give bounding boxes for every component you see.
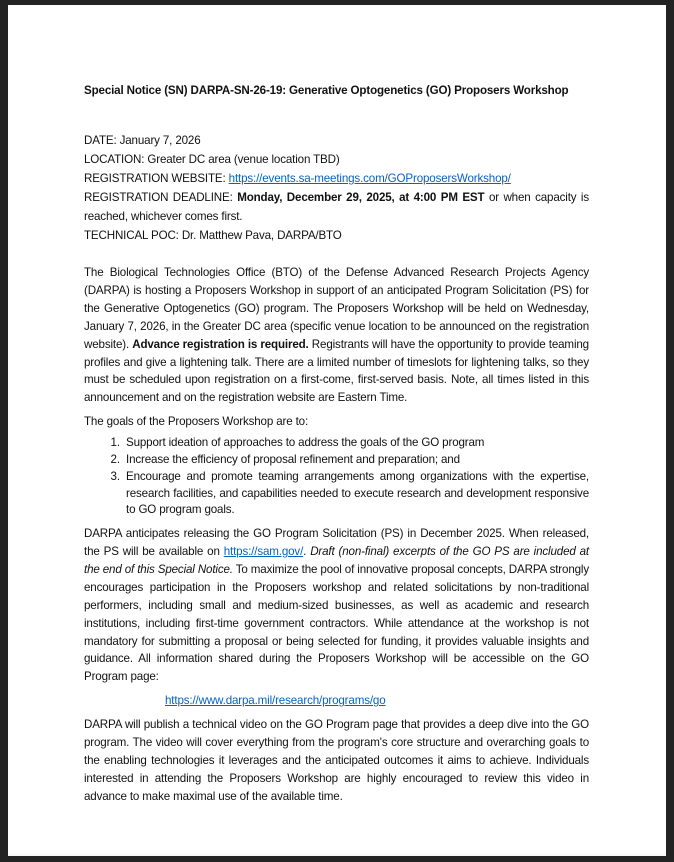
registration-website-label: REGISTRATION WEBSITE: [84, 172, 226, 185]
date-value: January 7, 2026 [119, 134, 201, 147]
technical-poc-label: TECHNICAL POC: [84, 229, 179, 242]
goal-item: 2. Increase the efficiency of proposal refinement and preparation; and [123, 452, 589, 469]
registration-website-line [84, 169, 589, 188]
document-title: Special Notice (SN) DARPA-SN-26-19: Generative Optogenetics (GO) Proposers Workshop [84, 84, 569, 97]
goal-item: 3. Encourage and promote teaming arrangements among organizations with the expertise, research facilities, and capabilities needed to execute research and development responsive to GO program goals. [123, 469, 589, 519]
location-value: Greater DC area (venue location TBD) [147, 153, 340, 166]
location-line [84, 150, 589, 169]
document-content [84, 81, 589, 812]
solicitation-punct: . [303, 545, 311, 559]
program-page-link[interactable]: https://www.darpa.mil/research/programs/go [165, 694, 386, 708]
intro-text: The Biological Technologies Office (BTO) of the Defense Advanced Research Projects Agency (DARPA) is hosting a Proposers Workshop in support of an anticipated Program Solicitation (PS) for the Generative Optogenetics (GO) program. The Proposers Workshop will be held on Wednesday, January 7, 2026, in the Greater DC area (specific venue location to be announced on the registration website). [84, 266, 589, 351]
date-label: DATE: [84, 134, 117, 147]
technical-video-paragraph: DARPA will publish a technical video on the GO Program page that provides a deep dive into the GO program. The video will cover everything from the program's core structure and overarching goals to the enabling technologies it leverages and the anticipated outcomes it aims to achieve. Individuals interested in attending the Proposers Workshop are highly encouraged to review this video in advance to make maximal use of the available time. [84, 718, 589, 803]
advance-registration-notice: Advance registration is required. [132, 337, 309, 351]
draft-excerpts-note: Draft (non-final) excerpts of the GO PS are included at the end of this Special Notice. [84, 545, 589, 576]
goal-item: 1. Support ideation of approaches to address the goals of the GO program [123, 435, 589, 452]
registration-website-link[interactable]: https://events.sa-meetings.com/GOProposersWorkshop/ [228, 172, 511, 185]
registration-deadline-date: Monday, December 29, 2025, at 4:00 PM EST [237, 191, 485, 204]
date-line [84, 131, 589, 150]
intro-paragraph [84, 264, 589, 407]
sam-gov-link[interactable]: https://sam.gov/ [223, 545, 304, 559]
registration-deadline-label: REGISTRATION DEADLINE: [84, 191, 233, 204]
registration-deadline-line [84, 188, 589, 226]
program-page-line [84, 692, 589, 710]
intro-text-continued: Registrants will have the opportunity to provide teaming profiles and give a lightening talk. There are a limited number of timeslots for lightening talks, so they must be scheduled upon registration on a first-come, first-served basis. Note, all times listed in this announcement and on the registration website are Eastern Time. [84, 337, 589, 405]
goals-intro: The goals of the Proposers Workshop are to: [84, 415, 309, 429]
technical-poc-line [84, 226, 589, 245]
location-label: LOCATION: [84, 153, 145, 166]
solicitation-paragraph [84, 525, 589, 686]
document-page [8, 5, 666, 856]
solicitation-text: DARPA anticipates releasing the GO Program Solicitation (PS) in December 2025. When released, the PS will be available on [84, 527, 589, 559]
solicitation-text-continued: To maximize the pool of innovative proposal concepts, DARPA strongly encourages participation in the Proposers workshop and related solicitations by non-traditional performers, including small and medium-sized businesses, as well as academic and research institutions, including first-time government contractors. While attendance at the workshop is not mandatory for submitting a proposal or being selected for funding, it provides valuable insights and guidance. All information shared during the Proposers Workshop will be accessible on the GO Program page: [84, 562, 589, 684]
goals-list [84, 435, 589, 519]
registration-deadline-rest: or when capacity is reached, whichever comes first. [84, 191, 589, 223]
technical-poc-value: Dr. Matthew Pava, DARPA/BTO [181, 229, 342, 242]
